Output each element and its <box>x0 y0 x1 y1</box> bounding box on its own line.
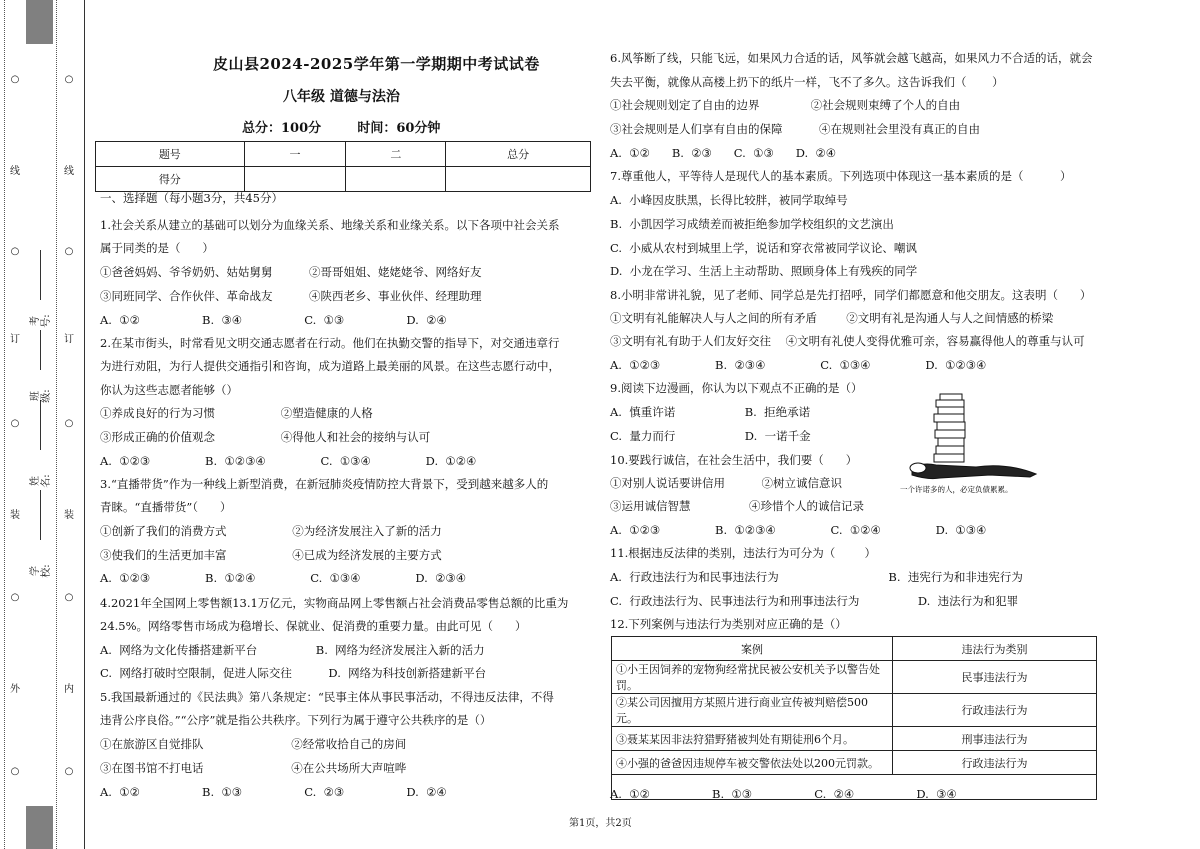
right-question-line[interactable]: A. ①② B. ②③ C. ①③ D. ②④ <box>610 146 837 160</box>
case-cell: ④小强的爸爸因违规停车被交警依法处以200元罚款。 <box>612 751 893 775</box>
right-question-line: 10.要践行诚信，在社会生活中，我们要（ ） <box>610 453 858 467</box>
case-cell: ③聂某某因非法狩猎野猪被判处有期徒刑6个月。 <box>612 727 893 751</box>
right-question-line[interactable]: ①文明有礼能解决人与人之间的所有矛盾 ②文明有礼是沟通人与人之间情感的桥梁 <box>610 311 1054 325</box>
circle-mark: ○ <box>10 418 20 429</box>
circle-mark: ○ <box>64 418 74 429</box>
binding-label-wai: 外 <box>10 684 20 695</box>
left-question-line: 青睐。“直播带货”（ ） <box>100 500 232 514</box>
left-question-line[interactable]: A. 网络为文化传播搭建新平台 B. 网络为经济发展注入新的活力 <box>100 643 485 657</box>
binding-gray-bar-top <box>26 0 53 44</box>
case-category: 行政违法行为 <box>893 694 1097 727</box>
score-cell: 二 <box>346 142 446 167</box>
score-cell: 得分 <box>96 167 245 192</box>
right-question-line[interactable]: A. 行政违法行为和民事违法行为 B. 违宪行为和非违宪行为 <box>610 570 1023 584</box>
exam-subject: 八年级 道德与法治 <box>283 89 400 105</box>
left-question-line[interactable]: A. ①②③ B. ①②③④ C. ①③④ D. ①②④ <box>100 454 477 468</box>
school-blank[interactable] <box>40 490 41 540</box>
binding-label-zhuang: 装 <box>10 510 20 521</box>
binding-label-nei: 内 <box>64 684 74 695</box>
school-label: 学校: <box>30 564 52 578</box>
exam-score-time: 总分：100分 时间：60分钟 <box>242 121 441 136</box>
right-question-line[interactable]: A. 慎重许诺 B. 拒绝承诺 <box>610 405 811 419</box>
left-question-line: 违背公序良俗。”“公序”就是指公共秩序。下列行为属于遵守公共秩序的是（） <box>100 713 492 727</box>
right-question-line[interactable]: C. 行政违法行为、民事违法行为和刑事违法行为 D. 违法行为和犯罪 <box>610 594 1019 608</box>
circle-mark: ○ <box>64 74 74 85</box>
binding-label-line-inner: 线 <box>64 166 74 177</box>
left-question-line: 你认为这些志愿者能够（） <box>100 383 238 397</box>
binding-label-zhuang-inner: 装 <box>64 510 74 521</box>
class-label: 班级: <box>30 389 52 403</box>
left-question-line: 属于同类的是（ ） <box>100 241 214 255</box>
circle-mark: ○ <box>64 246 74 257</box>
name-label: 姓名: <box>30 474 52 488</box>
score-cell: 总分 <box>446 142 591 167</box>
right-question-line[interactable]: ①对别人说话要讲信用 ②树立诚信意识 <box>610 476 843 490</box>
right-question-line[interactable]: C. 量力而行 D. 一诺千金 <box>610 429 811 443</box>
circle-mark: ○ <box>64 766 74 777</box>
left-question-line[interactable]: ①创新了我们的消费方式 ②为经济发展注入了新的活力 <box>100 524 442 538</box>
left-question-line: 为进行劝阻，为行人提供交通指引和咨询，成为道路上最美丽的风景。在这些志愿行动中， <box>100 359 560 373</box>
right-question-line[interactable]: B. 小凯因学习成绩差而被拒绝参加学校组织的文艺演出 <box>610 217 894 231</box>
class-blank[interactable] <box>40 330 41 370</box>
left-question-line: 1.社会关系从建立的基础可以划分为血缘关系、地缘关系和业缘关系。以下各项中社会关系 <box>100 218 560 232</box>
left-question-line[interactable]: ①在旅游区自觉排队 ②经常收拾自己的房间 <box>100 737 407 751</box>
case-cell: ②某公司因擅用方某照片进行商业宣传被判赔偿500元。 <box>612 694 893 727</box>
score-input[interactable] <box>346 167 446 192</box>
left-question-line[interactable]: ①养成良好的行为习惯 ②塑造健康的人格 <box>100 406 373 420</box>
id-label: 考号: <box>30 314 52 328</box>
score-cell: 一 <box>244 142 346 167</box>
binding-border <box>84 0 85 849</box>
circle-mark: ○ <box>10 592 20 603</box>
right-question-line: 8.小明非常讲礼貌，见了老师、同学总是先打招呼，同学们都愿意和他交朋友。这表明（ ） <box>610 288 1092 302</box>
binding-label-line: 线 <box>10 166 20 177</box>
score-cell: 题号 <box>96 142 245 167</box>
right-question-line[interactable]: ③运用诚信智慧 ④珍惜个人的诚信记录 <box>610 499 864 513</box>
right-question-line: 7.尊重他人，平等待人是现代人的基本素质。下列选项中体现这一基本素质的是（ ） <box>610 169 1072 183</box>
left-question-line[interactable]: ③形成正确的价值观念 ④得他人和社会的接纳与认可 <box>100 430 431 444</box>
exam-title: 皮山县2024-2025学年第一学期期中考试试卷 <box>213 55 540 73</box>
circle-mark: ○ <box>10 246 20 257</box>
page-footer: 第1页，共2页 <box>569 818 632 829</box>
right-question-line: 失去平衡，就像从高楼上扔下的纸片一样，飞不了多久。这告诉我们（ ） <box>610 75 1004 89</box>
right-question-line[interactable]: A. ①②③ B. ②③④ C. ①③④ D. ①②③④ <box>610 358 987 372</box>
left-question-line[interactable]: ③同班同学、合作伙伴、革命战友 ④陕西老乡、事业伙伴、经理助理 <box>100 289 482 303</box>
binding-margin <box>0 0 86 849</box>
binding-label-ding: 订 <box>10 334 20 345</box>
case-header: 违法行为类别 <box>893 637 1097 661</box>
case-category: 民事违法行为 <box>893 661 1097 694</box>
right-question-line: 6.风筝断了线，只能飞远，如果风力合适的话，风筝就会越飞越高，如果风力不合适的话，就会 <box>610 51 1093 65</box>
circle-mark: ○ <box>10 74 20 85</box>
right-question-line[interactable]: ③社会规则是人们享有自由的保障 ④在规则社会里没有真正的自由 <box>610 122 981 136</box>
left-question-line[interactable]: C. 网络打破时空限制，促进人际交往 D. 网络为科技创新搭建新平台 <box>100 666 487 680</box>
binding-gray-bar-bottom <box>26 806 53 849</box>
right-question-line[interactable]: C. 小威从农村到城里上学，说话和穿衣常被同学议论、嘲讽 <box>610 241 917 255</box>
right-question-line: 9.阅读下边漫画，你认为以下观点不正确的是（） <box>610 381 863 395</box>
case-category: 行政违法行为 <box>893 751 1097 775</box>
q12-options[interactable]: A. ①② B. ①③ C. ②④ D. ③④ <box>610 787 957 801</box>
left-question-line[interactable]: ①爸爸妈妈、爷爷奶奶、姑姑舅舅 ②哥哥姐姐、姥姥姥爷、网络好友 <box>100 265 482 279</box>
right-question-line[interactable]: D. 小龙在学习、生活上主动帮助、照顾身体上有残疾的同学 <box>610 264 918 278</box>
left-question-line[interactable]: A. ①② B. ①③ C. ②③ D. ②④ <box>100 785 447 799</box>
left-question-line: 2.在某市街头，时常看见文明交通志愿者在行动。他们在执勤交警的指导下，对交通违章行 <box>100 336 560 350</box>
left-question-line: 一、选择题（每小题3分，共45分） <box>100 191 283 205</box>
comic-caption: 一个许诺多的人，必定负债累累。 <box>900 485 1013 494</box>
case-table <box>611 636 1097 800</box>
left-question-line: 24.5%。网络零售市场成为稳增长、保就业、促消费的重要力量。由此可见（ ） <box>100 619 527 633</box>
left-question-line: 4.2021年全国网上零售额13.1万亿元，实物商品网上零售额占社会消费品零售总额的比重为 <box>100 596 569 610</box>
right-question-line[interactable]: ①社会规则划定了自由的边界 ②社会规则束缚了个人的自由 <box>610 98 961 112</box>
right-question-line[interactable]: ③文明有礼有助于人们友好交往 ④文明有礼使人变得优雅可亲，容易赢得他人的尊重与认可 <box>610 334 1085 348</box>
id-blank[interactable] <box>40 250 41 300</box>
left-question-line[interactable]: ③使我们的生活更加丰富 ④已成为经济发展的主要方式 <box>100 548 442 562</box>
score-input[interactable] <box>446 167 591 192</box>
cut-line-inner <box>56 0 58 849</box>
left-question-line[interactable]: ③在图书馆不打电话 ④在公共场所大声喧哗 <box>100 761 407 775</box>
right-question-line[interactable]: A. ①②③ B. ①②③④ C. ①②④ D. ①③④ <box>610 523 987 537</box>
left-question-line[interactable]: A. ①② B. ③④ C. ①③ D. ②④ <box>100 313 447 327</box>
circle-mark: ○ <box>64 592 74 603</box>
cut-line-outer <box>4 0 6 849</box>
binding-label-ding-inner: 订 <box>64 334 74 345</box>
score-input[interactable] <box>244 167 346 192</box>
case-cell: ①小王因饲养的宠物狗经常扰民被公安机关予以警告处罚。 <box>612 661 893 694</box>
score-table <box>95 141 591 192</box>
right-question-line: 12.下列案例与违法行为类别对应正确的是（） <box>610 617 847 631</box>
case-category: 刑事违法行为 <box>893 727 1097 751</box>
left-question-line: 5.我国最新通过的《民法典》第八条规定：“民事主体从事民事活动，不得违反法律，不得 <box>100 690 554 704</box>
left-question-line: 3.“直播带货”作为一种线上新型消费，在新冠肺炎疫情防控大背景下，受到越来越多人的 <box>100 477 549 491</box>
comic-illustration <box>896 388 1056 500</box>
right-question-line[interactable]: A. 小峰因皮肤黑，长得比较胖，被同学取绰号 <box>610 193 848 207</box>
right-question-line: 11.根据违反法律的类别，违法行为可分为（ ） <box>610 546 877 560</box>
case-header: 案例 <box>612 637 893 661</box>
circle-mark: ○ <box>10 766 20 777</box>
name-blank[interactable] <box>40 400 41 450</box>
left-question-line[interactable]: A. ①②③ B. ①②④ C. ①③④ D. ②③④ <box>100 571 467 585</box>
